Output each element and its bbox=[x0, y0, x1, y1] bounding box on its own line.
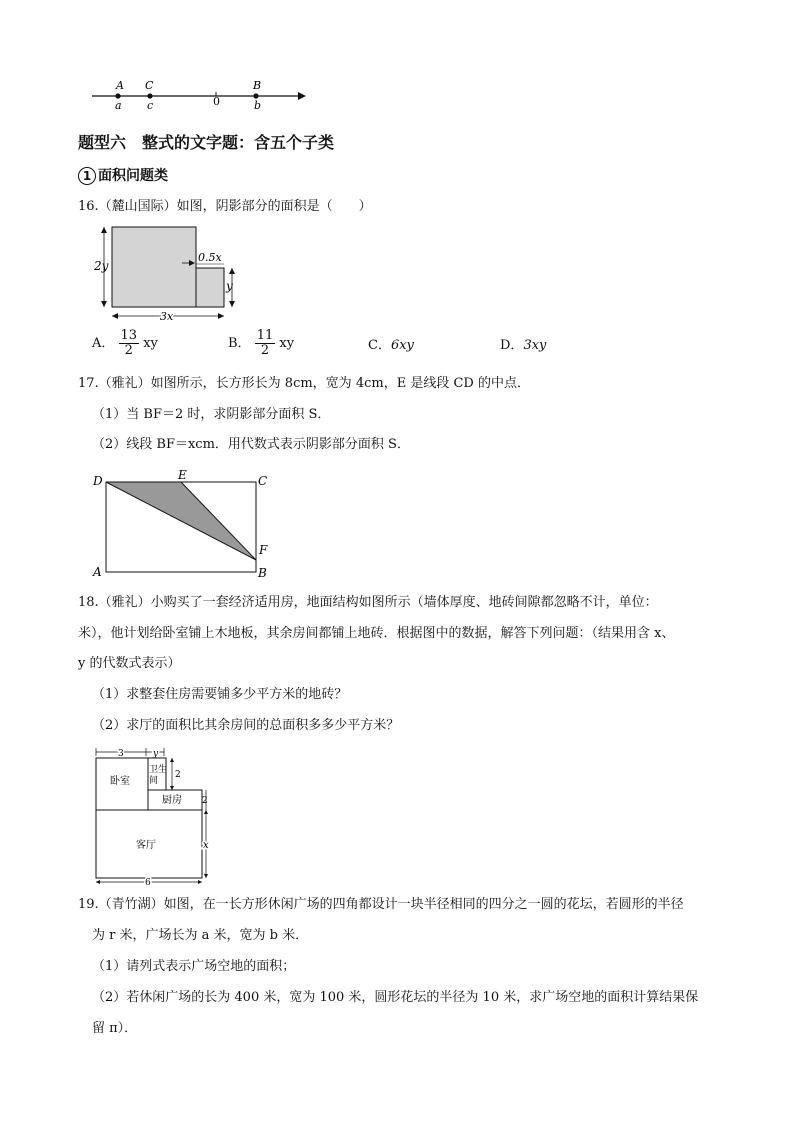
q17-figure bbox=[90, 470, 280, 582]
q16-option-b-num: 11 bbox=[256, 328, 274, 343]
q16-option-a[interactable] bbox=[92, 329, 158, 358]
q19-part1: （1）请列式表示广场空地的面积； bbox=[92, 959, 296, 974]
q18-bedroom: 卧室 bbox=[110, 776, 130, 787]
q18-dim-6: 6 bbox=[145, 878, 151, 886]
q17-label-D: D bbox=[93, 474, 103, 488]
q16-dim-05x: 0.5x bbox=[198, 251, 222, 264]
q18-dim-y: y bbox=[153, 749, 159, 759]
label-a: a bbox=[115, 99, 122, 112]
q16-option-a-tail: xy bbox=[143, 336, 158, 351]
q16-option-d[interactable] bbox=[500, 339, 546, 352]
q18-dim-x: x bbox=[203, 840, 209, 851]
q17-label-E: E bbox=[178, 470, 187, 482]
q19-part2-line2: 留 π）． bbox=[92, 1021, 138, 1036]
q18-part2: （2）求厅的面积比其余房间的总面积多多少平方米？ bbox=[92, 718, 400, 733]
label-c: c bbox=[147, 99, 154, 112]
q16-option-b-fraction bbox=[255, 329, 276, 358]
q16-option-a-label: A． bbox=[92, 336, 115, 351]
q19-part2-line1: （2）若休闲广场的长为 400 米，宽为 100 米，圆形花坛的半径为 10 米，求广场空地的面积计算结果保 bbox=[92, 990, 699, 1005]
q16-option-b[interactable] bbox=[228, 329, 294, 358]
q16-option-c[interactable] bbox=[368, 339, 414, 352]
q17-part2: （2）线段 BF＝xcm．用代数式表示阴影部分面积 S． bbox=[92, 437, 410, 452]
subsection-label: 面积问题类 bbox=[98, 168, 168, 184]
q17-label-C: C bbox=[258, 474, 268, 488]
q18-living: 客厅 bbox=[136, 840, 156, 851]
q16-option-d-label: D． bbox=[500, 338, 524, 353]
q18-line3: y 的代数式表示） bbox=[78, 656, 181, 671]
q16-option-b-tail: xy bbox=[279, 336, 295, 351]
q16-option-c-label: C． bbox=[368, 338, 391, 353]
q16-dim-2y: 2y bbox=[94, 259, 109, 273]
q17-label-A: A bbox=[93, 565, 102, 579]
q18-dim-2b: 2 bbox=[202, 796, 208, 806]
section-title: 题型六 整式的文字题：含五个子类 bbox=[78, 133, 335, 152]
q18-bath-line1: 卫生 bbox=[149, 765, 168, 775]
q17-stem: 17.（雅礼）如图所示，长方形长为 8cm，宽为 4cm，E 是线段 CD 的中点． bbox=[78, 376, 530, 391]
q18-bath-line2: 间 bbox=[149, 776, 159, 786]
q17-label-F: F bbox=[259, 543, 268, 557]
q16-option-b-den: 2 bbox=[260, 343, 270, 358]
subsection-title bbox=[78, 165, 168, 185]
q16-option-a-num: 13 bbox=[120, 328, 138, 343]
q18-line1: 18.（雅礼）小购买了一套经济适用房，地面结构如图所示（墙体厚度、地砖间隙都忽略不计，单位： bbox=[78, 595, 658, 610]
point-A: A bbox=[116, 79, 124, 92]
q18-line2: 米），他计划给卧室铺上木地板，其余房间都铺上地砖．根据图中的数据，解答下列问题：（结果用含 x、 bbox=[78, 626, 675, 641]
q16-option-b-label: B． bbox=[228, 336, 251, 351]
q17-part1: （1）当 BF＝2 时，求阴影部分面积 S． bbox=[92, 407, 331, 422]
q16-option-c-value: 6xy bbox=[390, 338, 414, 353]
q16-option-d-value: 3xy bbox=[523, 338, 547, 353]
q16-option-a-fraction bbox=[119, 329, 140, 358]
q18-part1: （1）求整套住房需要铺多少平方米的地砖？ bbox=[92, 687, 348, 702]
q16-dim-y: y bbox=[226, 279, 233, 293]
q16-dim-3x: 3x bbox=[160, 310, 174, 323]
q19-line2: 为 r 米，广场长为 a 米，宽为 b 米． bbox=[92, 928, 309, 943]
q18-kitchen: 厨房 bbox=[162, 795, 182, 806]
label-b: b bbox=[254, 99, 262, 112]
q16-figure bbox=[90, 222, 250, 324]
point-B: B bbox=[253, 79, 262, 92]
q16-stem: 16.（麓山国际）如图，阴影部分的面积是（ ） bbox=[78, 199, 372, 214]
label-zero: 0 bbox=[213, 95, 220, 108]
q16-option-a-den: 2 bbox=[124, 343, 133, 358]
q18-dim-3: 3 bbox=[118, 749, 124, 759]
point-C: C bbox=[145, 79, 154, 92]
q18-dim-2a: 2 bbox=[175, 770, 181, 780]
q18-floor-plan bbox=[92, 746, 222, 886]
q17-label-B: B bbox=[258, 566, 267, 580]
q19-line1: 19.（青竹湖）如图，在一长方形休闲广场的四角都设计一块半径相同的四分之一圆的花坛，若圆形的半径 bbox=[78, 897, 684, 912]
number-line-figure bbox=[88, 78, 318, 114]
subsection-number: 1 bbox=[78, 167, 96, 185]
